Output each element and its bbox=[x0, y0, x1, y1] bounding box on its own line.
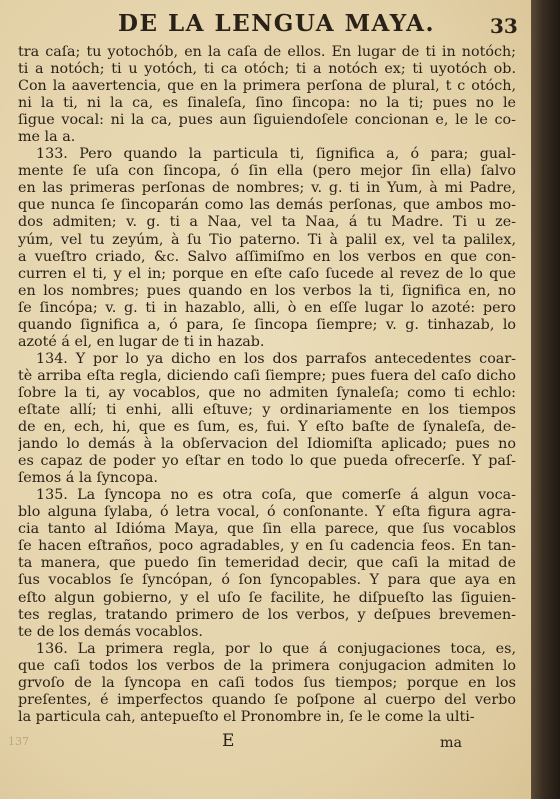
text-line: 134. Y por lo ya dicho en los dos parrafos antecedentes coar- bbox=[36, 350, 516, 367]
text-line: grvoſo de la ſyncopa en caſi todos ſus tiempos; porque en los bbox=[18, 674, 516, 691]
text-line: mente ſe uſa con ſincopa, ó ſin ella (pero mejor ſin ella) ſalvo bbox=[18, 163, 516, 180]
text-line: a vueſtro criado, &c. Salvo aſſimiſmo en los verbos en que con- bbox=[18, 248, 516, 265]
page-number: 33 bbox=[490, 14, 518, 38]
text-line: ſemos á la ſyncopa. bbox=[18, 470, 158, 487]
text-line: curren el ti, y el in; porque en eſte caſo ſucede al revez de lo que bbox=[18, 265, 516, 282]
text-line: tes reglas, tratando primero de los verbos, y deſpues brevemen- bbox=[18, 606, 516, 623]
text-line: en las primeras perſonas de nombres; v. g. ti in Yum, à mi Padre, bbox=[18, 180, 516, 197]
text-line: eſto algun gobierno, y el uſo ſe facilite, he diſpueſto las ſiguien- bbox=[18, 589, 516, 606]
text-line: la particula cah, antepueſto el Pronombre in, ſe le come la ulti- bbox=[18, 708, 475, 725]
text-line: ſe ſincópa; v. g. ti in hazablo, alli, ò en eſſe lugar lo azoté: pero bbox=[18, 299, 516, 316]
text-line: ſigue vocal: ni la ca, pues aun ſiguiendoſele concionan e, le le co- bbox=[18, 112, 516, 129]
text-line: ſe hacen eſtraños, poco agradables, y en ſu cadencia feos. En tan- bbox=[18, 538, 516, 555]
page-footer bbox=[0, 729, 531, 769]
text-line: ni la ti, ni la ca, es ſinaleſa, ſino ſincopa: no la ti; pues no le bbox=[18, 95, 516, 112]
text-line: Con la aavertencia, que en la primera perſona de plural, t c otóch, bbox=[18, 78, 516, 95]
text-line: que nunca ſe ſincoparán como las demás perſonas, que ambos mo- bbox=[18, 197, 516, 214]
text-line: ſobre la ti, ay vocablos, que no admiten ſynaleſa; como ti echlo: bbox=[18, 384, 516, 401]
signature-mark: E bbox=[222, 731, 235, 751]
text-line: jando lo demás à la obſervacion del Idiomiſta aplicado; pues no bbox=[18, 436, 516, 453]
text-line: 133. Pero quando la particula ti, ſignifica a, ó para; gual- bbox=[36, 146, 516, 163]
running-title: DE LA LENGUA MAYA. bbox=[118, 10, 436, 37]
text-line: que caſi todos los verbos de la primera conjugacion admiten lo bbox=[18, 657, 516, 674]
text-line: me la a. bbox=[18, 129, 76, 146]
catchword: ma bbox=[440, 735, 463, 751]
text-line: blo alguna ſylaba, ó letra vocal, ó conſonante. Y eſta figura agra- bbox=[18, 504, 516, 521]
text-line: 136. La primera regla, por lo que á conjugaciones toca, es, bbox=[36, 640, 516, 657]
text-line: en los nombres; pues quando en los verbos la ti, ſignifica en, no bbox=[18, 282, 516, 299]
text-line: preſentes, é imperfectos quando ſe poſpone al cuerpo del verbo bbox=[18, 691, 516, 708]
text-line: cia tanto al Idióma Maya, que ſin ella parece, que ſus vocablos bbox=[18, 521, 516, 538]
text-line: 135. La ſyncopa no es otra coſa, que comerſe á algun voca- bbox=[36, 487, 516, 504]
text-line: tè arriba eſta regla, diciendo caſi ſiempre; pues fuera del caſo dicho bbox=[18, 367, 516, 384]
text-line: es capaz de poder yo eſtar en todo lo que pueda ofrecerſe. Y paſ- bbox=[18, 453, 516, 470]
running-header bbox=[0, 6, 531, 44]
text-line: yúm, vel tu zeyúm, à ſu Tio paterno. Ti à palil ex, vel ta palilex, bbox=[18, 231, 516, 248]
text-line: tra caſa; tu yotochób, en la caſa de ellos. En lugar de ti in notóch; bbox=[18, 44, 516, 60]
text-line: azoté á el, en lugar de ti in hazab. bbox=[18, 333, 265, 350]
text-line: eſtate allí; ti enhi, alli eſtuve; y ordinariamente en los tiempos bbox=[18, 401, 516, 418]
text-line: te de los demás vocablos. bbox=[18, 623, 203, 640]
text-line: quando ſignifica a, ó para, ſe ſincopa ſiempre; v. g. tinhazab, lo bbox=[18, 316, 516, 333]
text-line: de en, ech, hi, que es ſum, es, fui. Y eſto baſte de ſynaleſa, de- bbox=[18, 419, 516, 436]
book-edge bbox=[531, 0, 560, 799]
text-line: ſus vocablos ſe ſyncópan, ó ſon ſyncopables. Y para que aya en bbox=[18, 572, 516, 589]
text-line: dos admiten; v. g. ti a Naa, vel ta Naa, á tu Madre. Ti u ze- bbox=[18, 214, 516, 231]
page-body bbox=[18, 44, 516, 726]
text-line: ta manera, que puedo ſin temeridad decir, que caſi la mitad de bbox=[18, 555, 516, 572]
text-line: ti a notóch; ti u yotóch, ti ca otóch; ti a notóch ex; ti uyotóch ob. bbox=[18, 61, 516, 78]
faint-mark: 137 bbox=[8, 735, 29, 748]
